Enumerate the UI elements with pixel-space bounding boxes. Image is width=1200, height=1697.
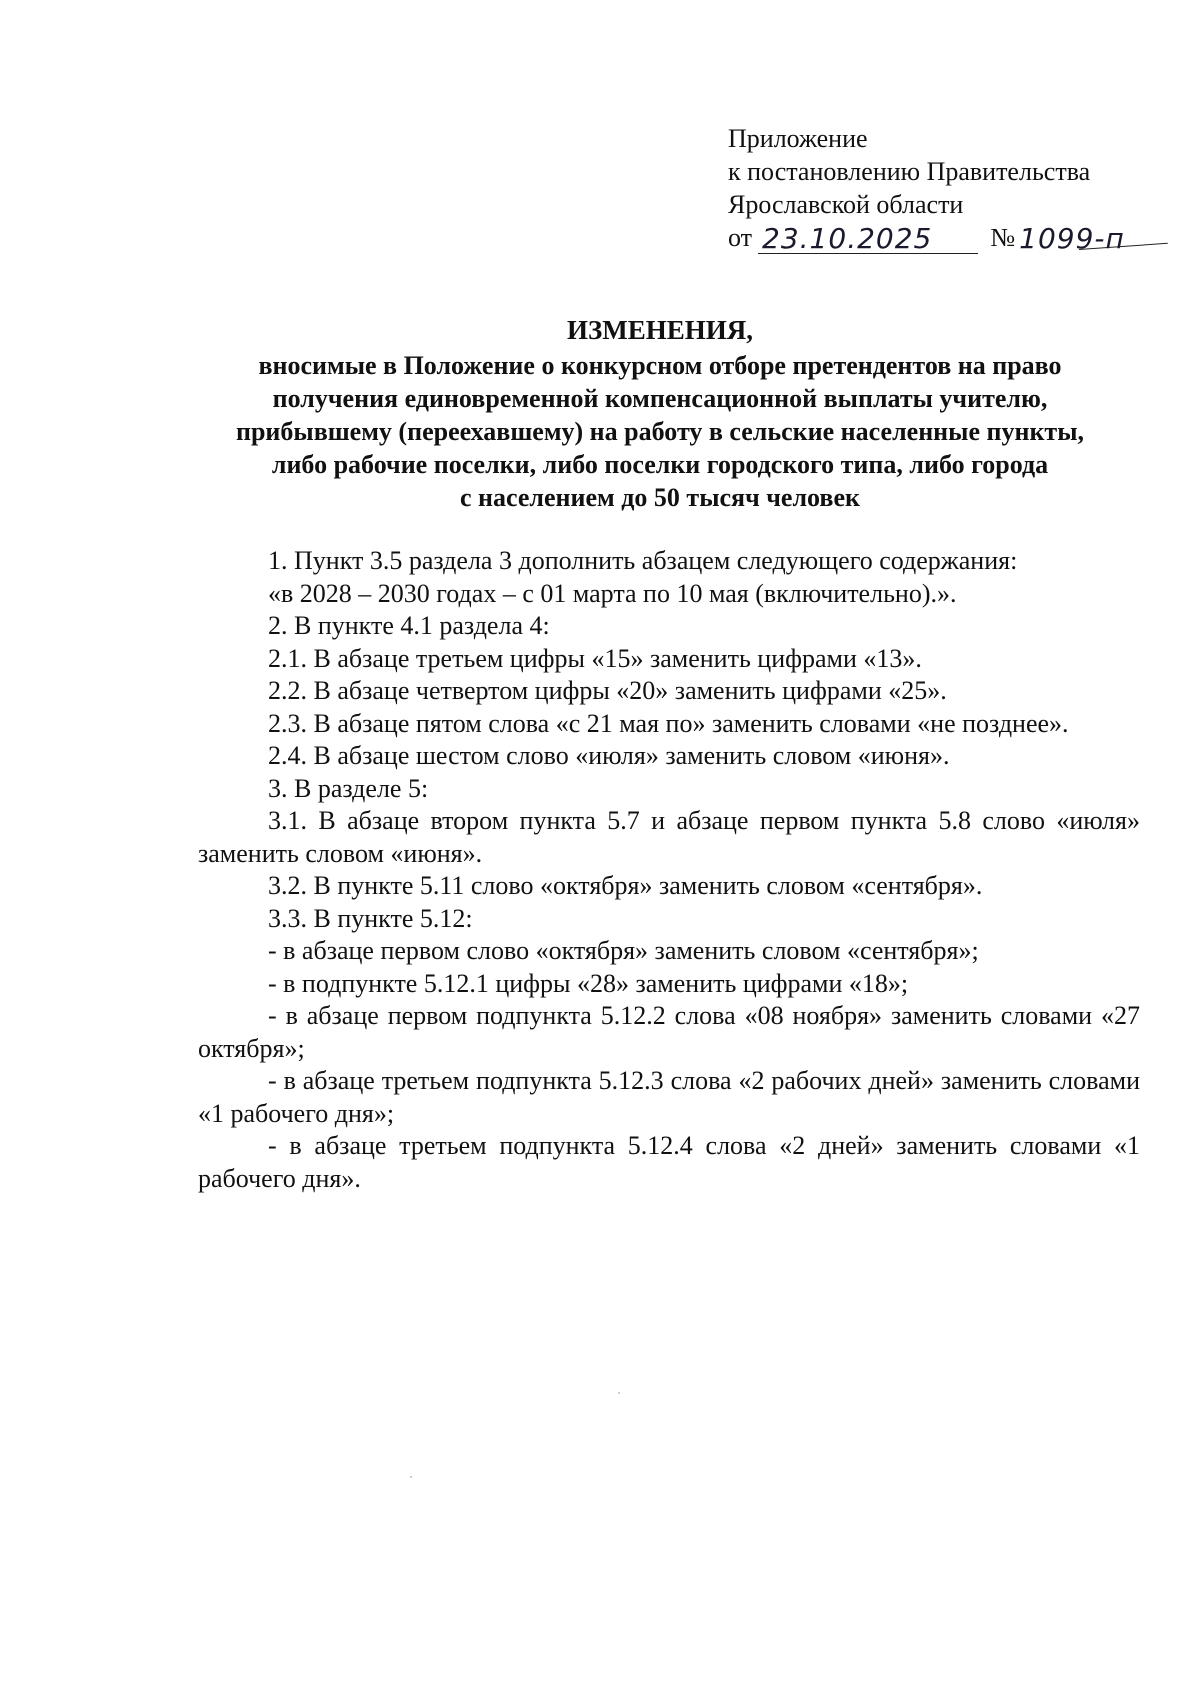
body-paragraph: - в подпункте 5.12.1 цифры «28» заменить цифрами «18»; bbox=[268, 968, 909, 998]
body-paragraph: 2. В пункте 4.1 раздела 4: bbox=[268, 611, 550, 640]
document-title bbox=[180, 314, 1140, 514]
body-paragraph: 3.2. В пункте 5.11 слово «октября» заменить словом «сентября». bbox=[268, 871, 983, 900]
body-paragraph: - в абзаце третьем подпункта 5.12.4 слова «2 дней» заменить словами «1 рабочего дня». bbox=[198, 1131, 1140, 1193]
scan-speck bbox=[618, 1392, 620, 1394]
number-label: № bbox=[990, 223, 1016, 252]
title-line: вносимые в Положение о конкурсном отборе претендентов на право bbox=[258, 351, 1062, 380]
body-paragraph: 3.3. В пункте 5.12: bbox=[268, 903, 473, 933]
title-line: с населением до 50 тысяч человек bbox=[460, 483, 860, 512]
body-paragraph: 2.2. В абзаце четвертом цифры «20» заменить цифрами «25». bbox=[268, 676, 947, 705]
handwritten-number: 1099-п bbox=[1019, 222, 1125, 255]
title-heading: ИЗМЕНЕНИЯ, bbox=[566, 315, 753, 345]
appendix-date-number-line bbox=[728, 221, 1168, 254]
body-paragraph: 3.1. В абзаце втором пункта 5.7 и абзаце первом пункта 5.8 слово «июля» заменить словом «июня». bbox=[198, 806, 1140, 868]
appendix-header bbox=[728, 122, 1168, 254]
number-field bbox=[1019, 224, 1168, 254]
title-line: либо рабочие поселки, либо поселки городского типа, либо города bbox=[271, 450, 1049, 479]
title-line: прибывшему (переехавшему) на работу в сельские населенные пункты, bbox=[235, 417, 1085, 446]
body-paragraph: 3. В разделе 5: bbox=[268, 773, 429, 803]
body-paragraph: - в абзаце первом слово «октября» заменить словом «сентября»; bbox=[268, 936, 979, 965]
body-paragraph: - в абзаце третьем подпункта 5.12.3 слова «2 рабочих дней» заменить словами «1 рабочего дня»; bbox=[198, 1066, 1140, 1128]
appendix-line-3: Ярославской области bbox=[728, 190, 964, 219]
title-line: получения единовременной компенсационной выплаты учителю, bbox=[272, 384, 1048, 413]
body-paragraph: 2.3. В абзаце пятом слова «с 21 мая по» заменить словами «не позднее». bbox=[268, 708, 1069, 738]
scan-speck bbox=[410, 1476, 412, 1478]
date-label: от bbox=[728, 223, 753, 252]
appendix-line-1: Приложение bbox=[728, 124, 868, 153]
body-paragraph: 2.4. В абзаце шестом слово «июля» заменить словом «июня». bbox=[268, 741, 950, 770]
handwritten-date: 23.10.2025 bbox=[762, 222, 933, 255]
date-field bbox=[758, 224, 978, 254]
body-paragraph: 2.1. В абзаце третьем цифры «15» заменить цифрами «13». bbox=[268, 643, 922, 673]
body-paragraph: «в 2028 – 2030 годах – с 01 марта по 10 мая (включительно).». bbox=[268, 578, 957, 608]
appendix-line-2: к постановлению Правительства bbox=[728, 157, 1091, 186]
body-paragraph: 1. Пункт 3.5 раздела 3 дополнить абзацем следующего содержания: bbox=[268, 546, 1018, 575]
body-paragraph: - в абзаце первом подпункта 5.12.2 слова «08 ноября» заменить словами «27 октября»; bbox=[198, 1001, 1140, 1063]
document-body bbox=[198, 545, 1140, 1195]
